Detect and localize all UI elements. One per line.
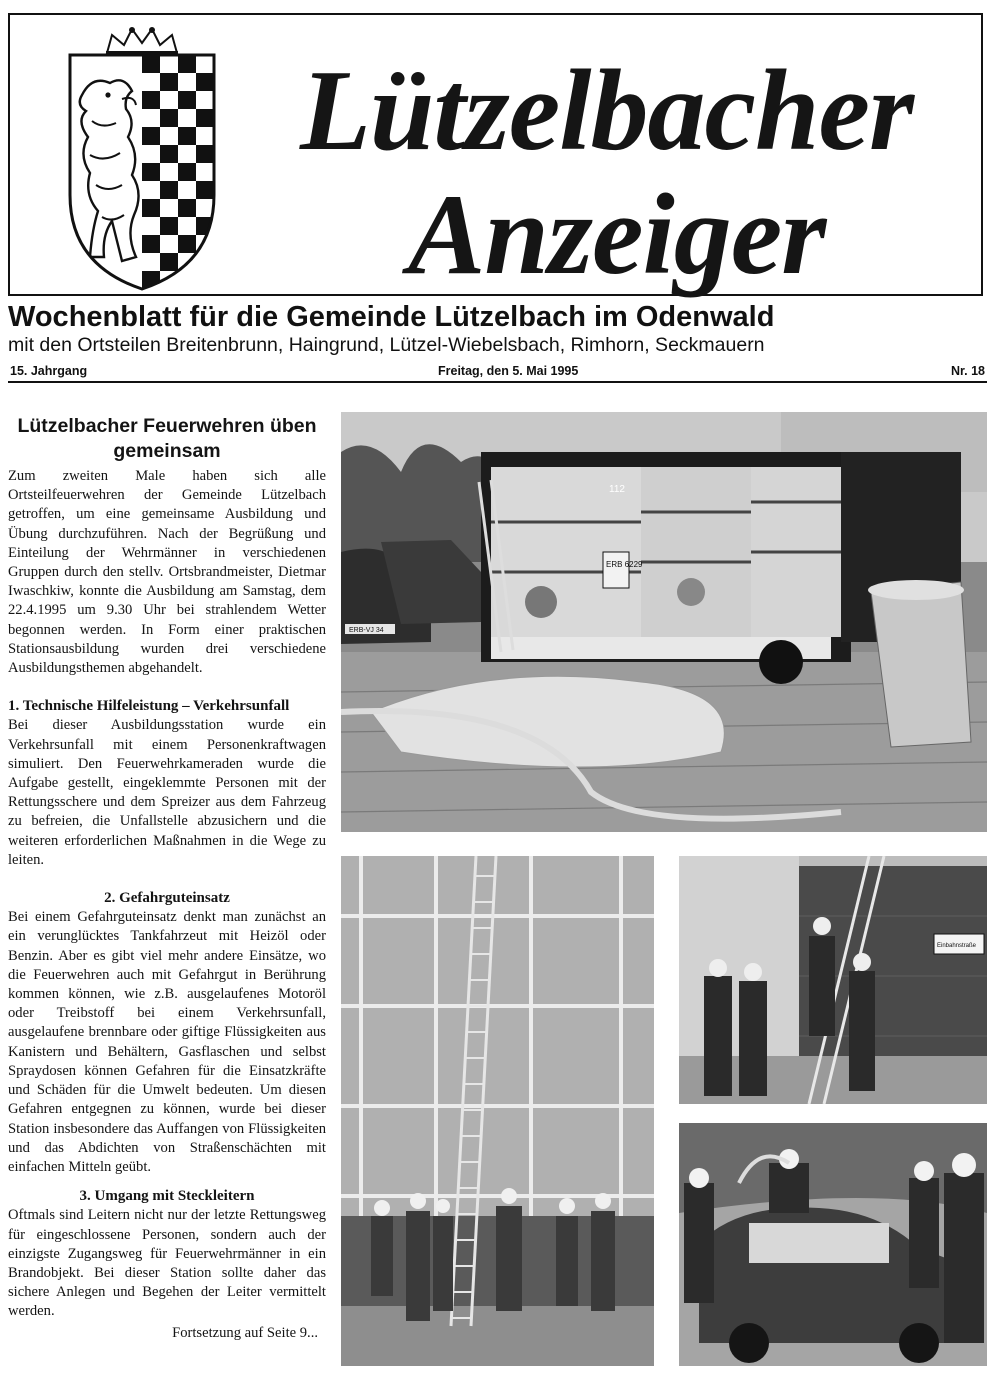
issue-date: Freitag, den 5. Mai 1995	[438, 364, 579, 378]
truck-plate: ERB 6229	[606, 560, 643, 569]
crown-icon	[106, 27, 178, 57]
coat-of-arms-icon	[62, 25, 222, 293]
ladder-building-image	[341, 856, 654, 1366]
section2-text: Bei einem Gefahrguteinsatz denkt man zunächst an ein verunglücktes Tankfahrzeut mit Heizöl oder Benzin. Aber es gibt viel mehr andere Einsätze, wo die Feuerwehren auch mit Gefahrgut in Berührung kommen können, wie z.B. ausgelaufenes Motoröl oder Treibstoff bei einem Verkehrsunfall, ausgelaufene brennbare oder giftige Flüssigkeiten aus Kanistern und Behältern, Gasflaschen und selbst Spraydosen können Gefahren für die Einsatzkräfte und Schäden für die Umwelt bedeuten. Um diesen Gefahren entgegnen zu können, wurde bei dieser Station insbesondere das Auffangen von Flüssigkeiten und das Abdichten von Straßenschächten mit einfachen Mitteln geübt.	[8, 909, 326, 1175]
masthead-title-line2: Anzeiger	[408, 171, 826, 299]
section3-heading: 3. Umgang mit Steckleitern	[79, 1188, 255, 1205]
photo-fire-truck	[341, 412, 987, 832]
section2-heading: 2. Gefahrguteinsatz	[104, 890, 230, 907]
newspaper-districts-line: mit den Ortsteilen Breitenbrunn, Haingrund, Lützel-Wiebelsbach, Rimhorn, Seckmauern	[8, 334, 765, 356]
ladder-wall-image	[679, 856, 987, 1104]
section1-text: Bei dieser Ausbildungsstation wurde ein Verkehrsunfall mit einem Personenkraftwagen simuliert. Den Feuerwehrkameraden wurde die Aufgabe gestellt, eingeklemmte Personen mit der Rettungsschere und dem Spreizer aus dem Fahrzeug zu befreien, die Unfallstelle abzusichern und die weiteren erforderlichen Maßnahmen in die Wege zu leiten.	[8, 717, 326, 868]
truck-door-number: 112	[609, 484, 625, 495]
car-rescue-image	[679, 1123, 987, 1366]
section3-text: Oftmals sind Leitern nicht nur der letzte Rettungsweg für eingeschlossene Personen, sondern auch der einzigste Zugangsweg für Feuerwehrmänner in ein Brandobjekt. Bei dieser Station sollte daher das sichere Anlegen und Begehen der Leiter vermittelt werden.	[8, 1207, 326, 1320]
photo-ladder-wall	[679, 856, 987, 1104]
article-headline: Lützelbacher Feuerwehren üben gemeinsam	[17, 415, 317, 462]
section1-heading: 1. Technische Hilfeleistung – Verkehrsunfall	[8, 698, 290, 715]
car-plate: ERB-VJ 34	[349, 627, 384, 634]
crest-svg	[62, 25, 222, 293]
issue-info-bar	[8, 361, 987, 383]
article-intro: Zum zweiten Male haben sich alle Ortsteilfeuerwehren der Gemeinde Lützelbach getroffen, um eine gemeinsame Ausbildung und Übung durchzuführen. Nach der Begrüßung und Einteilung der Wehrmänner in verschiedenen Gruppen durch den stellv. Ortsbrandmeister, Dietmar Iwaschkiw, konnte die Ausbildung am Samstag, dem 22.4.1995 um 9.30 Uhr bei strahlendem Wetter begonnen werden. In Form einer praktischen Stationsausbildung wurden drei verschiedene Ausbildungsthemen abgehandelt.	[8, 468, 326, 677]
photo-ladder-building	[341, 856, 654, 1366]
volume-year: 15. Jahrgang	[10, 364, 88, 378]
one-way-sign: Einbahnstraße	[937, 943, 977, 949]
continuation-note: Fortsetzung auf Seite 9...	[172, 1324, 318, 1341]
newspaper-subtitle: Wochenblatt für die Gemeinde Lützelbach im Odenwald	[8, 301, 775, 333]
article-column	[8, 410, 326, 1343]
issue-number: Nr. 18	[950, 364, 985, 378]
masthead-title-line1: Lützelbacher	[300, 47, 914, 175]
fire-truck-image	[341, 412, 987, 832]
photo-car-rescue	[679, 1123, 987, 1366]
masthead	[8, 13, 983, 299]
